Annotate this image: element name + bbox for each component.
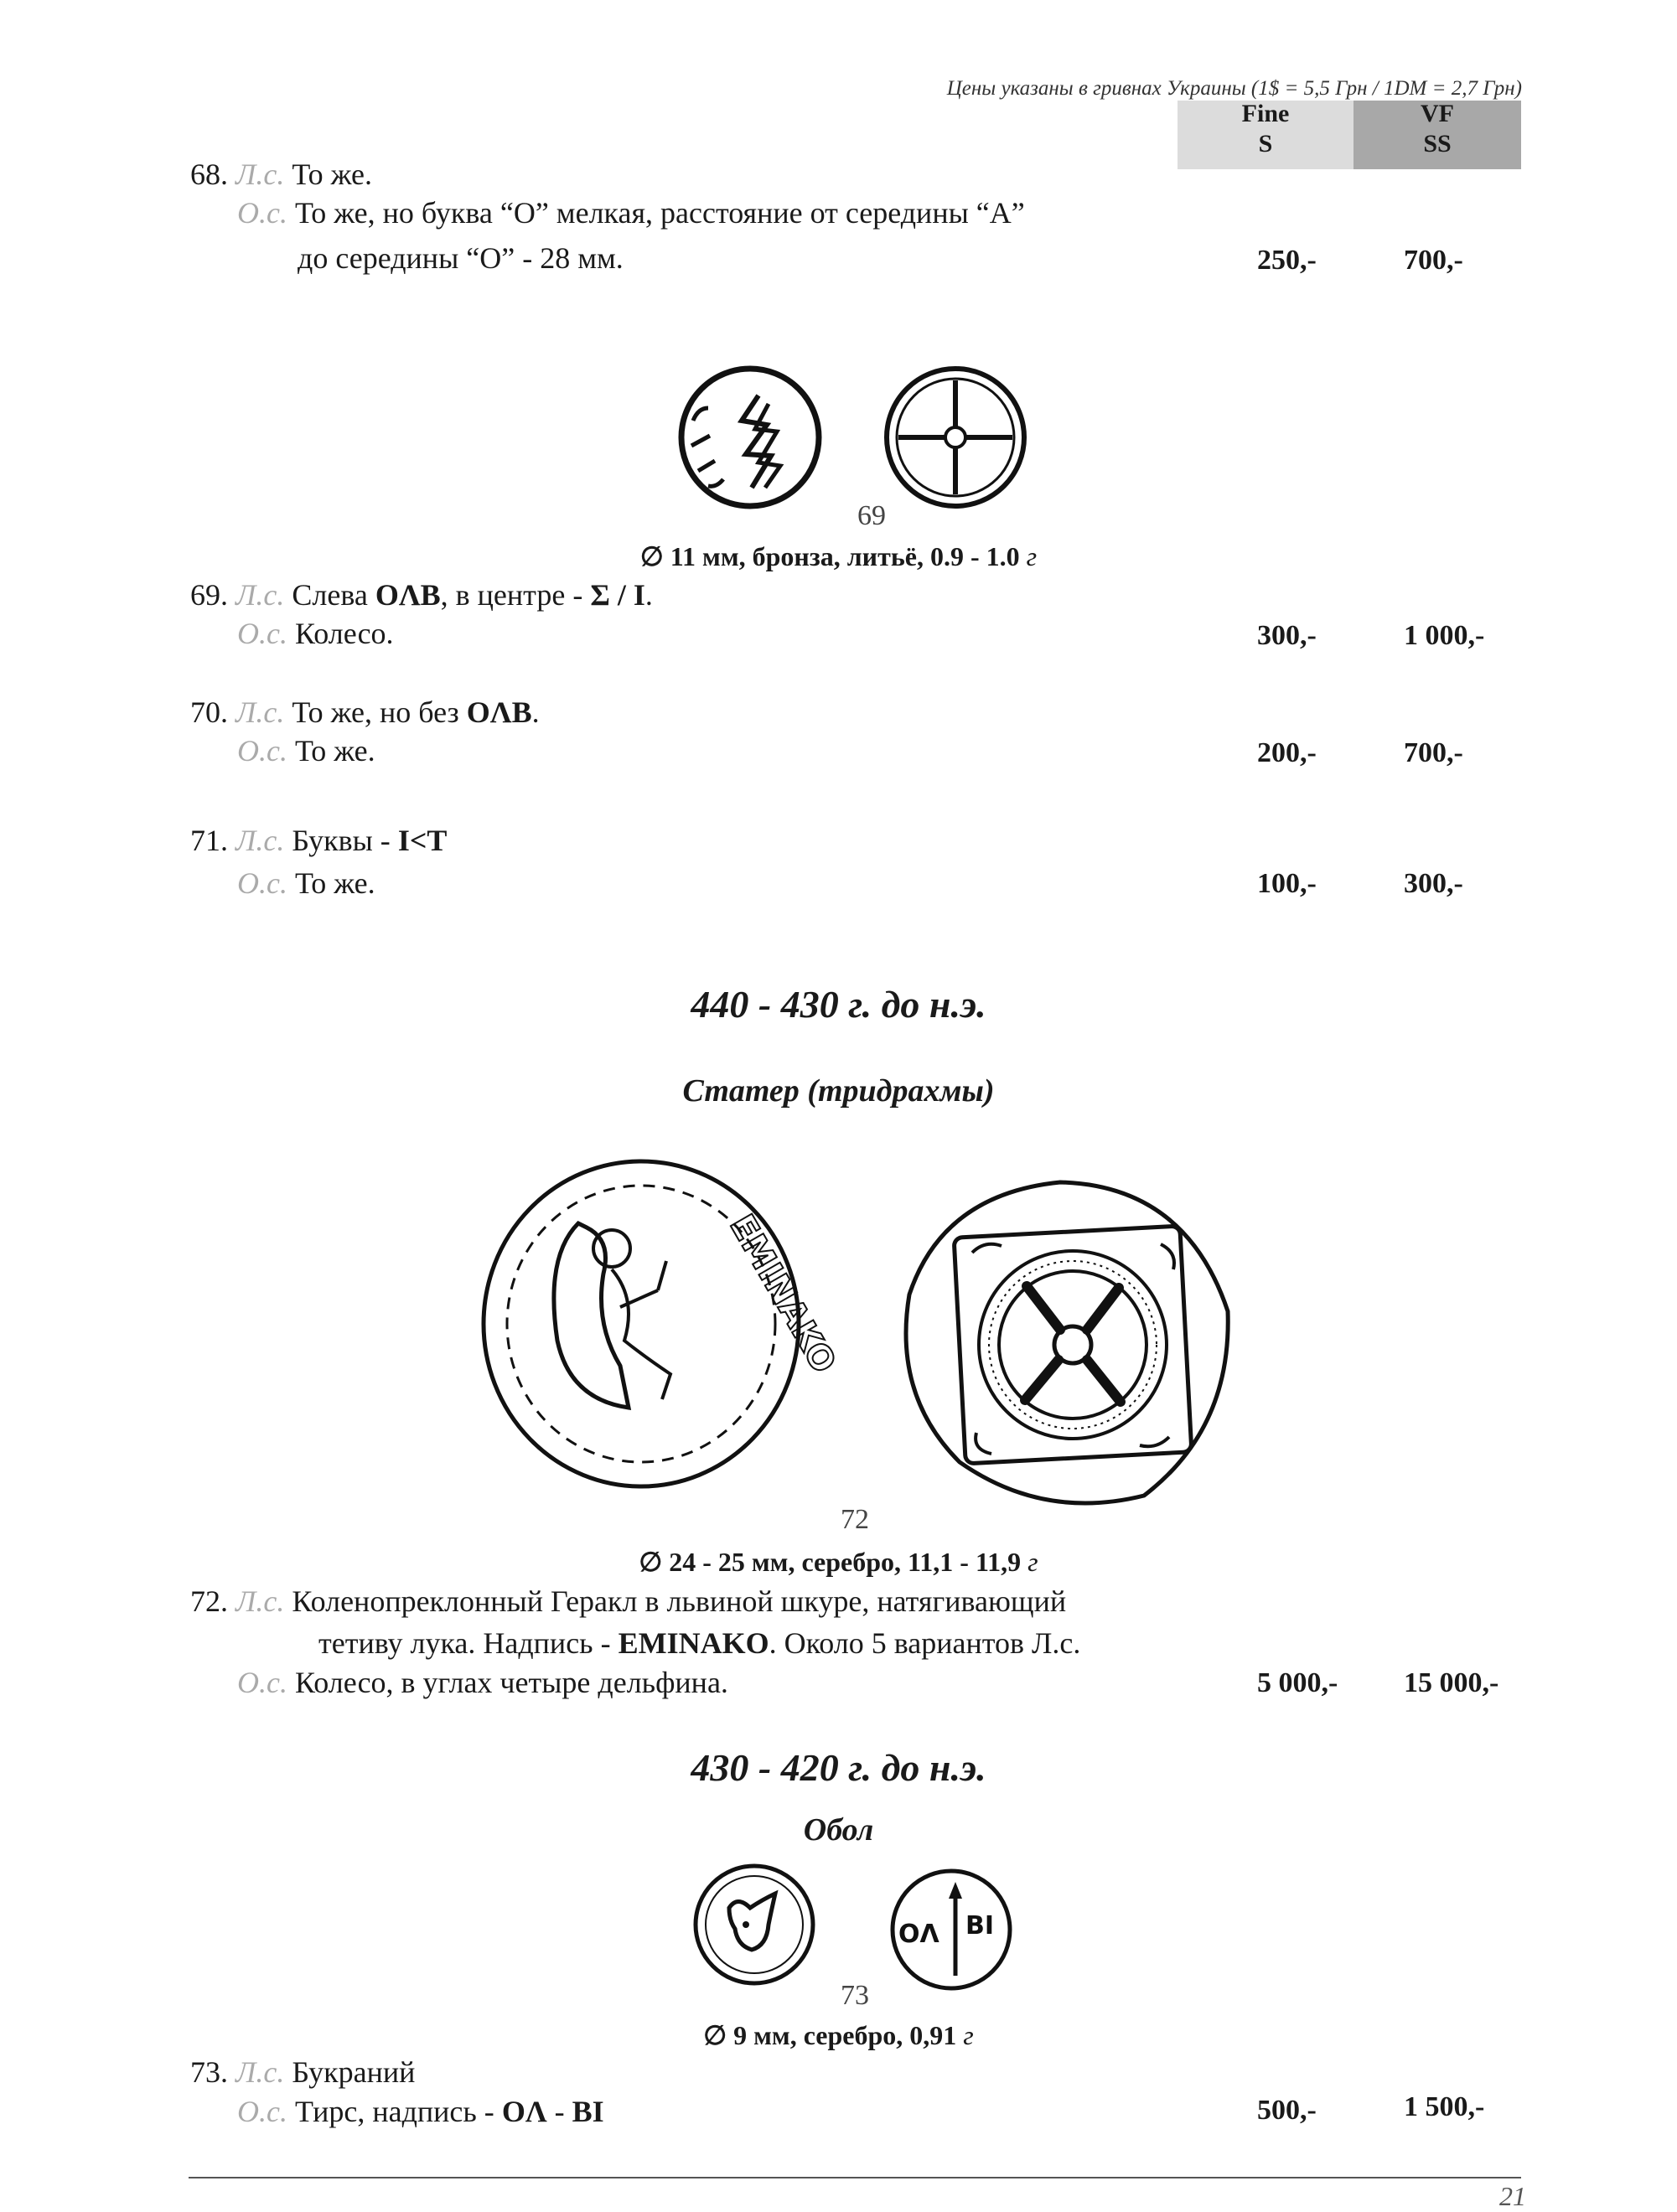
coin-73-legend-left: OΛ: [898, 1920, 939, 1949]
reverse-label: О.с.: [237, 2095, 287, 2128]
entry-73-reverse: [237, 2096, 604, 2127]
entry-72-obverse: [190, 1586, 1066, 1616]
spec-unit: г: [1027, 1547, 1038, 1577]
price-vf: 1 000,-: [1404, 620, 1485, 651]
obverse-label: Л.с.: [236, 158, 285, 191]
reverse-text: То же.: [294, 734, 375, 767]
entry-72-reverse: [237, 1667, 728, 1698]
reverse-label: О.с.: [237, 617, 287, 650]
price-vf: 1 500,-: [1404, 2091, 1485, 2122]
reverse-text-line2: до середины “О” - 28 мм.: [298, 241, 624, 275]
entry-68-obverse: [190, 159, 372, 189]
price-vf: 700,-: [1404, 245, 1463, 276]
entry-71-obverse: [190, 825, 447, 855]
entry-69-obverse: [190, 580, 653, 610]
spec-unit: г: [1026, 541, 1038, 571]
denomination-obol: Обол: [803, 1812, 874, 1848]
entry-73-obverse: [190, 2057, 415, 2087]
reverse-label: О.с.: [237, 196, 287, 230]
price-fine: 500,-: [1257, 2095, 1317, 2126]
period-heading-440-430: 440 - 430 г. до н.э.: [691, 983, 986, 1026]
obverse-inscription: OΛB: [466, 695, 532, 729]
entry-71-reverse: [237, 868, 375, 898]
obverse-label: Л.с.: [236, 695, 285, 729]
reverse-label: О.с.: [237, 734, 287, 767]
price-currency-note: Цены указаны в гривнах Украины (1$ = 5,5 Грн / 1DM = 2,7 Грн): [946, 77, 1522, 100]
page-number: 21: [1499, 2181, 1526, 2211]
coin-73-spec: [0, 2019, 1677, 2051]
reverse-text: То же.: [294, 866, 375, 900]
reverse-inscription-2: BI: [572, 2095, 604, 2128]
grade-fine-header: [1182, 99, 1349, 159]
coin-73-reverse-drawing: [888, 1867, 1014, 1992]
period-heading-430-420: 430 - 420 г. до н.э.: [691, 1746, 986, 1789]
obverse-text-line1: Коленопреклонный Геракл в львиной шкуре, натягивающий: [292, 1584, 1067, 1618]
entry-68-reverse: [237, 198, 1025, 228]
reverse-text: Колесо.: [294, 617, 394, 650]
price-fine: 100,-: [1257, 868, 1317, 899]
coin-72-reverse-drawing: [893, 1177, 1236, 1512]
entry-number: 71.: [190, 824, 228, 857]
price-fine: 200,-: [1257, 737, 1317, 768]
obverse-end: .: [644, 578, 653, 612]
obverse-letters: Σ / I: [590, 578, 645, 612]
grade-vf-header: [1354, 99, 1521, 159]
entry-70-obverse: [190, 697, 540, 727]
figure-number-73: 73: [841, 1980, 869, 2011]
reverse-text-line1: То же, но буква “О” мелкая, расстояние от середины “А”: [294, 196, 1025, 230]
coin-73-obverse-drawing: [691, 1862, 817, 1987]
price-fine: 300,-: [1257, 620, 1317, 651]
denomination-stater: Статер (тридрахмы): [682, 1073, 995, 1109]
coin-69-obverse-drawing: [675, 362, 826, 513]
entry-number: 68.: [190, 158, 228, 191]
reverse-dash: -: [554, 2095, 565, 2128]
obverse-label: Л.с.: [236, 824, 285, 857]
entry-69-reverse: [237, 618, 394, 649]
price-fine: 5 000,-: [1257, 1667, 1338, 1698]
entry-72-obverse-line2: [318, 1628, 1080, 1658]
price-fine: 250,-: [1257, 245, 1317, 276]
spec-text: ∅ 11 мм, бронза, литьё, 0.9 - 1.0: [639, 541, 1020, 571]
coin-72-obverse-drawing: [478, 1156, 844, 1491]
reverse-label: О.с.: [237, 1666, 287, 1699]
coin-69-reverse-drawing: [880, 362, 1031, 513]
reverse-text: Колесо, в углах четыре дельфина.: [294, 1666, 728, 1699]
entry-number: 73.: [190, 2055, 228, 2089]
spec-text: ∅ 24 - 25 мм, серебро, 11,1 - 11,9: [639, 1547, 1022, 1577]
footer-rule: [189, 2177, 1521, 2178]
obverse-end: .: [531, 695, 540, 729]
obverse-letters: I<T: [397, 824, 448, 857]
obverse-text: То же.: [292, 158, 373, 191]
spec-unit: г: [963, 2020, 974, 2050]
price-vf: 700,-: [1404, 737, 1463, 768]
entry-number: 69.: [190, 578, 228, 612]
obverse-inscription: OΛB: [375, 578, 441, 612]
reverse-label: О.с.: [237, 866, 287, 900]
figure-number-72: 72: [841, 1504, 869, 1535]
obverse-text: То же, но без: [292, 695, 459, 729]
coin-73-legend-right: BI: [965, 1911, 995, 1941]
grade-vf-label: VF: [1421, 100, 1454, 127]
obverse-text-line2: тетиву лука. Надпись -: [318, 1626, 611, 1660]
coin-69-spec: [0, 540, 1677, 572]
obverse-text-2: , в центре -: [440, 578, 583, 612]
grade-vf-sub: SS: [1423, 130, 1452, 158]
entry-number: 72.: [190, 1584, 228, 1618]
grade-fine-label: Fine: [1241, 100, 1290, 127]
figure-number-69: 69: [857, 500, 886, 531]
price-vf: 15 000,-: [1404, 1667, 1499, 1698]
obverse-text-line2-end: . Около 5 вариантов Л.с.: [769, 1626, 1081, 1660]
obverse-text: Букраний: [292, 2055, 416, 2089]
obverse-inscription: EMINAKO: [618, 1626, 769, 1660]
obverse-label: Л.с.: [236, 1584, 285, 1618]
reverse-inscription-1: OΛ: [501, 2095, 547, 2128]
price-vf: 300,-: [1404, 868, 1463, 899]
entry-70-reverse: [237, 736, 375, 766]
spec-text: ∅ 9 мм, серебро, 0,91: [703, 2020, 957, 2050]
reverse-text: Тирс, надпись -: [294, 2095, 494, 2128]
coin-72-legend: EMINAKO: [722, 1208, 844, 1380]
entry-number: 70.: [190, 695, 228, 729]
obverse-label: Л.с.: [236, 578, 285, 612]
coin-72-spec: [0, 1546, 1677, 1578]
obverse-label: Л.с.: [236, 2055, 285, 2089]
grade-fine-sub: S: [1258, 130, 1273, 158]
obverse-text: Буквы -: [292, 824, 391, 857]
obverse-text: Слева: [292, 578, 368, 612]
